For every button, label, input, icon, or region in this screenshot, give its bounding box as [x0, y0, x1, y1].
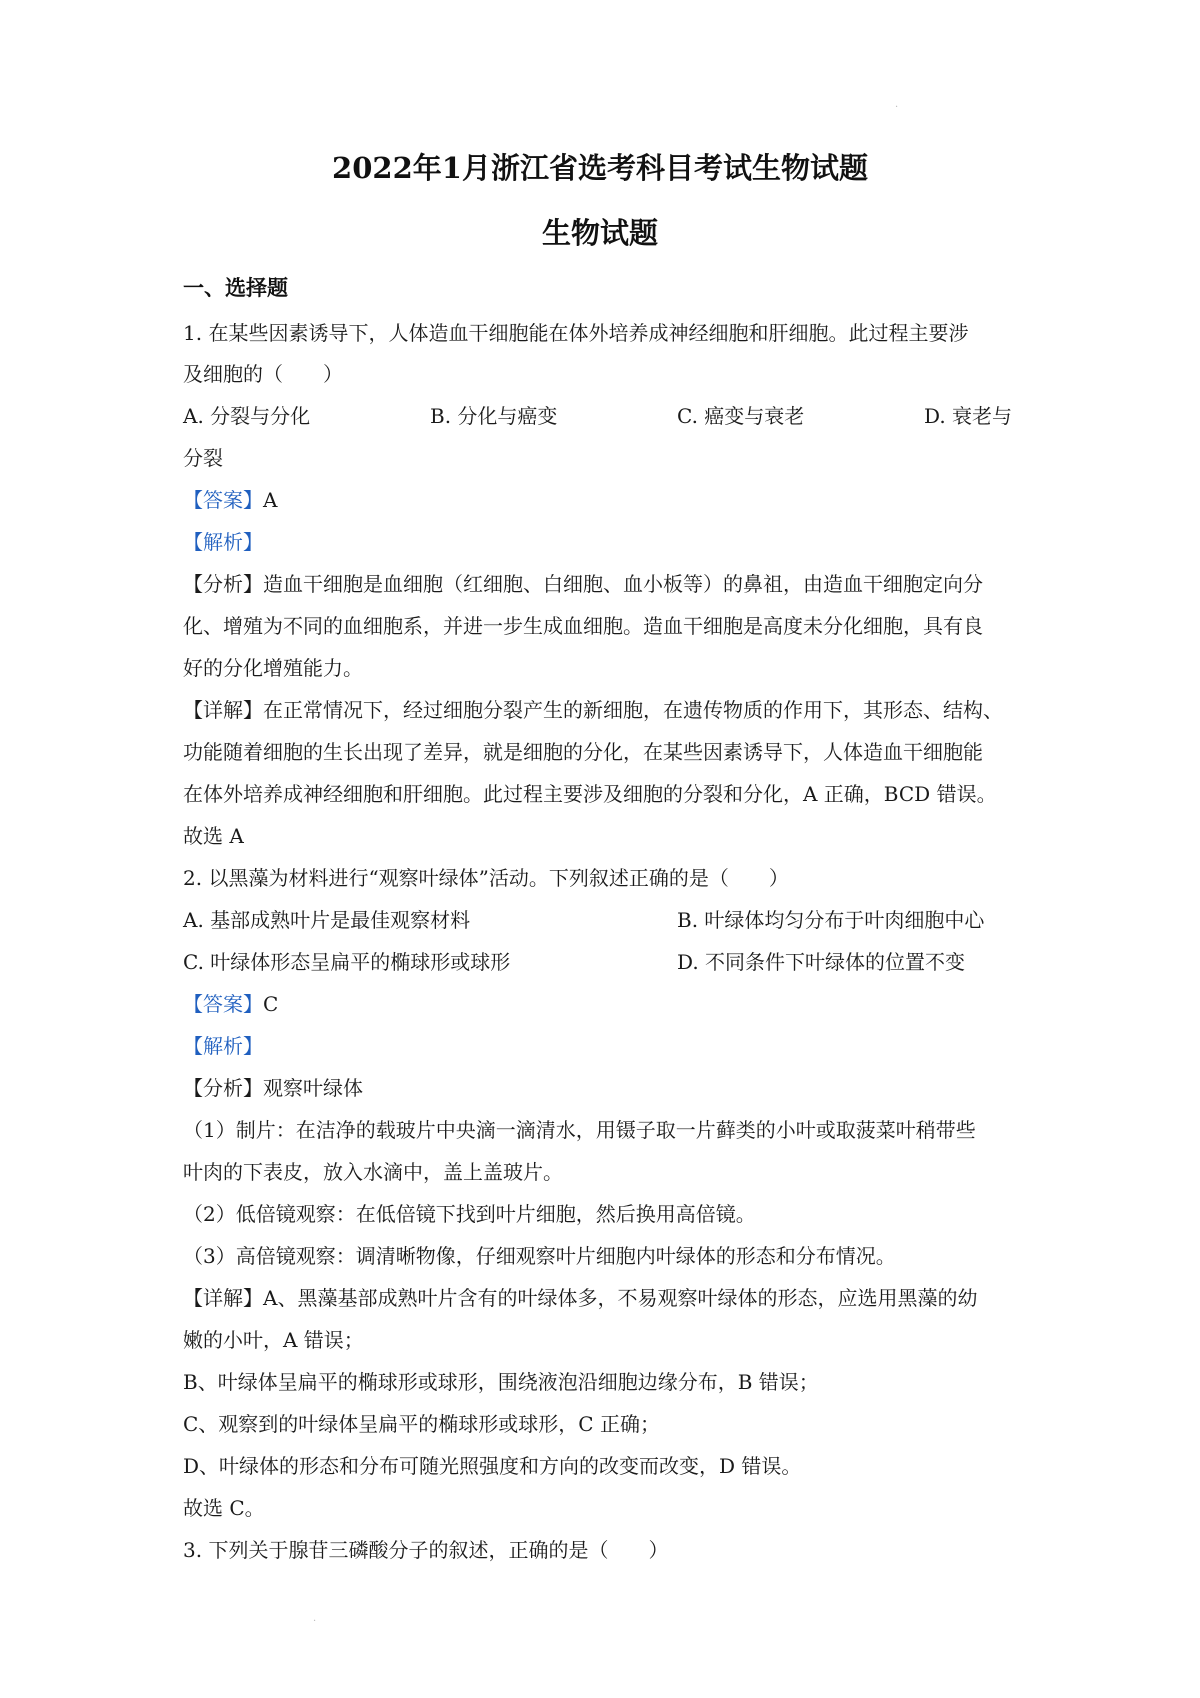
q2-xiangjie-line: 嫩的小叶，A 错误；: [183, 1328, 364, 1352]
q1-stem-line2: 及细胞的（ ）: [183, 362, 343, 386]
q2-xiangjie-line: C、观察到的叶绿体呈扁平的椭球形或球形，C 正确；: [183, 1412, 660, 1436]
q2-xiangjie-line: 【详解】A、黑藻基部成熟叶片含有的叶绿体多，不易观察叶绿体的形态，应选用黑藻的幼: [183, 1286, 978, 1310]
q2-fenxi-line: 叶肉的下表皮，放入水滴中，盖上盖玻片。: [183, 1160, 563, 1184]
q2-stem: 2. 以黑藻为材料进行“观察叶绿体”活动。下列叙述正确的是（ ）: [183, 866, 789, 890]
q1-option-c: C. 癌变与衰老: [677, 404, 805, 428]
q1-option-a: A. 分裂与分化: [183, 404, 311, 428]
q3-stem: 3. 下列关于腺苷三磷酸分子的叙述，正确的是（ ）: [183, 1538, 669, 1562]
q2-xiangjie-line: B、叶绿体呈扁平的椭球形或球形，围绕液泡沿细胞边缘分布，B 错误；: [183, 1370, 819, 1394]
q1-fenxi-line: 【分析】造血干细胞是血细胞（红细胞、白细胞、血小板等）的鼻祖，由造血干细胞定向分: [183, 572, 983, 596]
q1-xiangjie-line: 【详解】在正常情况下，经过细胞分裂产生的新细胞，在遗传物质的作用下，其形态、结构、: [183, 698, 1003, 722]
scan-dot: ·: [313, 1616, 317, 1627]
q2-fenxi-line: （1）制片：在洁净的载玻片中央滴一滴清水，用镊子取一片藓类的小叶或取菠菜叶稍带些: [183, 1118, 976, 1142]
answer-tag: 【答案】: [183, 992, 263, 1016]
q2-option-d: D. 不同条件下叶绿体的位置不变: [677, 950, 966, 974]
q2-option-b: B. 叶绿体均匀分布于叶肉细胞中心: [677, 908, 985, 932]
q2-fenxi-line: 【分析】观察叶绿体: [183, 1076, 363, 1100]
q2-conclusion: 故选 C。: [183, 1496, 265, 1520]
answer-tag: 【答案】: [183, 488, 263, 512]
q1-option-d: D. 衰老与: [924, 404, 1013, 428]
q2-option-a: A. 基部成熟叶片是最佳观察材料: [183, 908, 471, 932]
q2-xiangjie-line: D、叶绿体的形态和分布可随光照强度和方向的改变而改变，D 错误。: [183, 1454, 802, 1478]
q1-fenxi-line: 好的分化增殖能力。: [183, 656, 363, 680]
q1-conclusion: 故选 A: [183, 824, 244, 848]
q2-answer: [183, 989, 1028, 1019]
q2-option-c: C. 叶绿体形态呈扁平的椭球形或球形: [183, 950, 511, 974]
scan-dot: ·: [895, 102, 899, 113]
q1-xiangjie-line: 功能随着细胞的生长出现了差异，就是细胞的分化，在某些因素诱导下，人体造血干细胞能: [183, 740, 983, 764]
answer-value: A: [263, 488, 278, 512]
q1-fenxi-line: 化、增殖为不同的血细胞系，并进一步生成血细胞。造血干细胞是高度未分化细胞，具有良: [183, 614, 983, 638]
q1-xiangjie-line: 在体外培养成神经细胞和肝细胞。此过程主要涉及细胞的分裂和分化，A 正确，BCD 错误。: [183, 782, 997, 806]
q1-option-d-cont: 分裂: [183, 446, 223, 470]
answer-value: C: [263, 992, 279, 1016]
q2-fenxi-line: （3）高倍镜观察：调清晰物像，仔细观察叶片细胞内叶绿体的形态和分布情况。: [183, 1244, 896, 1268]
q1-stem-line1: 1. 在某些因素诱导下，人体造血干细胞能在体外培养成神经细胞和肝细胞。此过程主要涉: [183, 321, 969, 345]
q2-fenxi-line: （2）低倍镜观察：在低倍镜下找到叶片细胞，然后换用高倍镜。: [183, 1202, 756, 1226]
q1-analysis-tag: 【解析】: [183, 530, 263, 554]
page-title: 2022年1月浙江省选考科目考试生物试题: [332, 151, 868, 185]
q1-answer: [183, 485, 1028, 515]
q1-option-b: B. 分化与癌变: [430, 404, 558, 428]
q2-analysis-tag: 【解析】: [183, 1034, 263, 1058]
page-subtitle: 生物试题: [541, 216, 658, 250]
section-heading: 一、选择题: [183, 275, 288, 300]
